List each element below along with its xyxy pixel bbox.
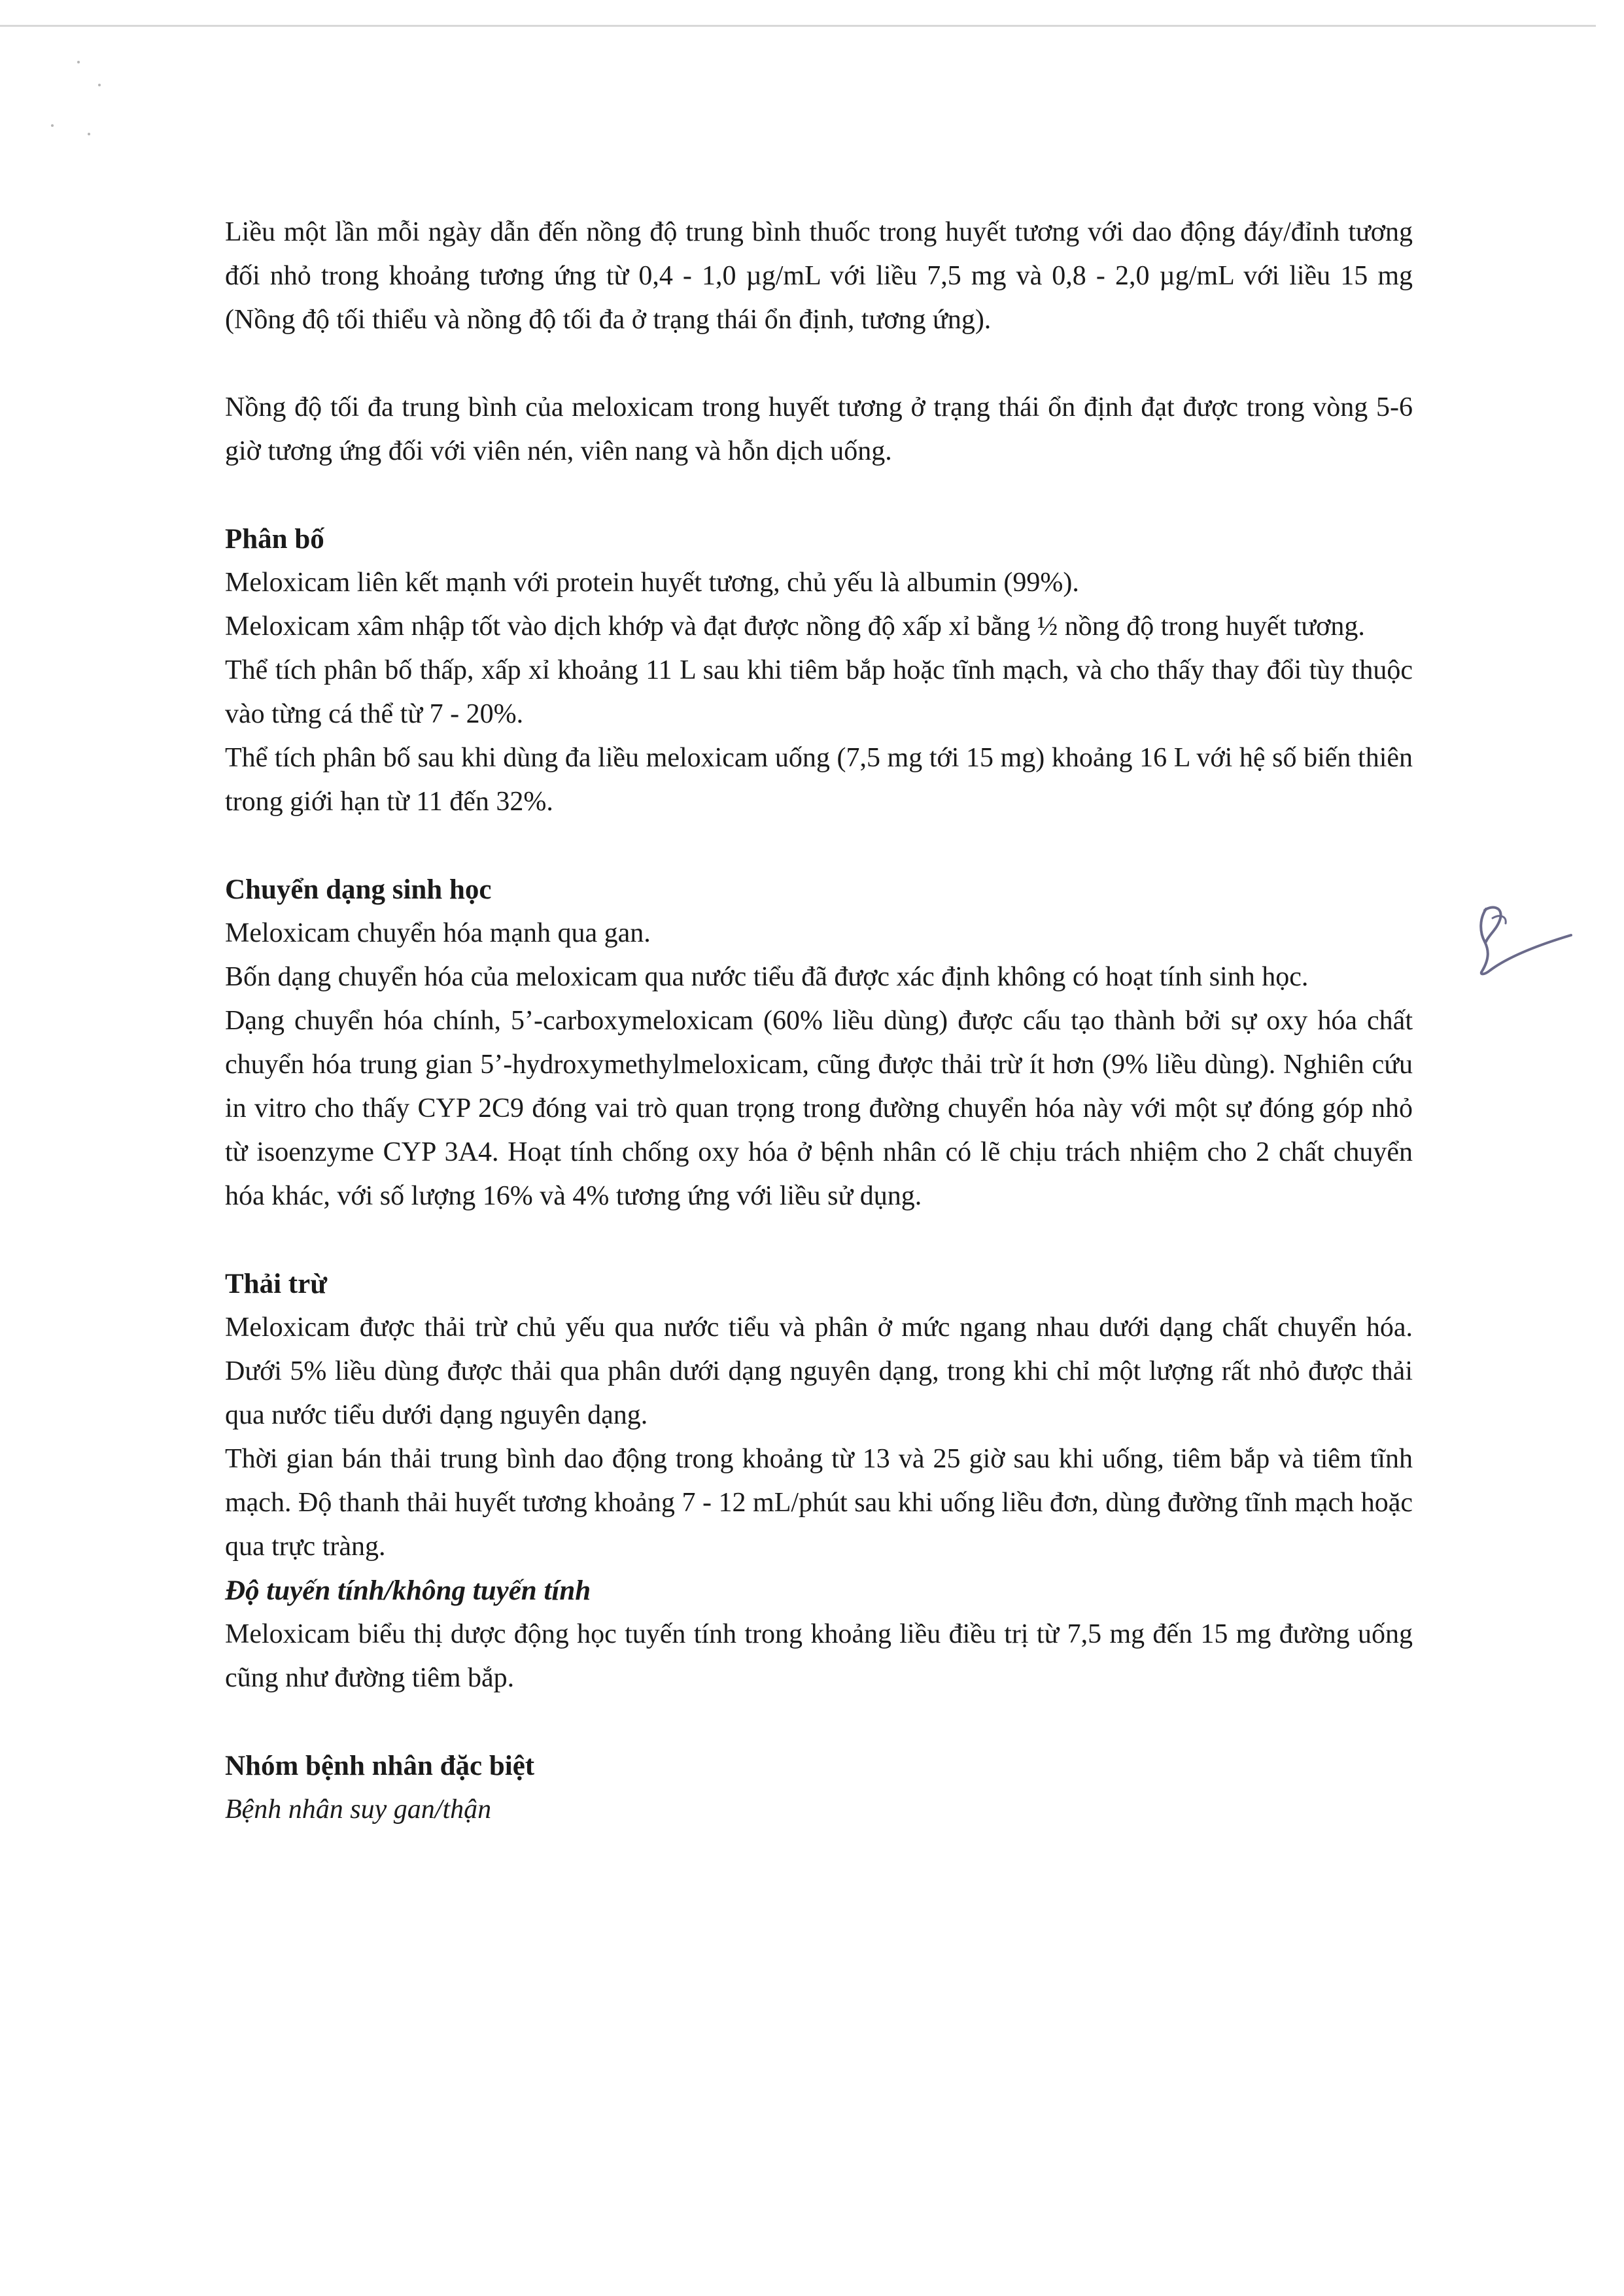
distribution-paragraph: Meloxicam liên kết mạnh với protein huyết tương, chủ yếu là albumin (99%).: [225, 568, 1079, 598]
distribution-heading: Phân bố: [225, 524, 324, 555]
scan-speck: [88, 133, 90, 135]
biotransformation-paragraph: Bốn dạng chuyển hóa của meloxicam qua nước tiểu đã được xác định không có hoạt tính sinh học.: [225, 962, 1309, 992]
hepatic-renal-subheading: Bệnh nhân suy gan/thận: [225, 1794, 492, 1825]
dosing-paragraph: Liều một lần mỗi ngày dẫn đến nồng độ trung bình thuốc trong huyết tương với dao động đáy/đỉnh tương đối nhỏ trong khoảng tương ứng từ 0,4 - 1,0 µg/mL với liều 7,5 mg và 0,8 - 2,0 µg/mL với liều 15 mg (Nồng độ tối thiểu và nồng độ tối đa ở trạng thái ổn định, tương ứng).: [225, 217, 1413, 335]
scan-speck: [51, 124, 54, 127]
linearity-paragraph: Meloxicam biểu thị dược động học tuyến tính trong khoảng liều điều trị từ 7,5 mg đến 15 mg đường uống cũng như đường tiêm bắp.: [225, 1619, 1413, 1693]
distribution-paragraph: Thể tích phân bố sau khi dùng đa liều meloxicam uống (7,5 mg tới 15 mg) khoảng 16 L với hệ số biến thiên trong giới hạn từ 11 đến 32%.: [225, 743, 1413, 817]
linearity-subheading: Độ tuyến tính/không tuyến tính: [225, 1575, 591, 1606]
elimination-paragraph: Meloxicam được thải trừ chủ yếu qua nước tiểu và phân ở mức ngang nhau dưới dạng chất chuyển hóa. Dưới 5% liều dùng được thải qua phân dưới dạng nguyên dạng, trong khi chỉ một lượng rất nhỏ được thải qua nước tiểu dưới dạng nguyên dạng.: [225, 1312, 1413, 1430]
peak-concentration-paragraph: Nồng độ tối đa trung bình của meloxicam trong huyết tương ở trạng thái ổn định đạt được trong vòng 5-6 giờ tương ứng đối với viên nén, viên nang và hỗn dịch uống.: [225, 392, 1413, 466]
distribution-paragraph: Meloxicam xâm nhập tốt vào dịch khớp và đạt được nồng độ xấp xỉ bằng ½ nồng độ trong huyết tương.: [225, 611, 1365, 642]
distribution-paragraph: Thể tích phân bố thấp, xấp xỉ khoảng 11 L sau khi tiêm bắp hoặc tĩnh mạch, và cho thấy thay đổi tùy thuộc vào từng cá thể từ 7 - 20%.: [225, 655, 1413, 729]
scan-speck: [98, 84, 101, 86]
elimination-paragraph: Thời gian bán thải trung bình dao động trong khoảng từ 13 và 25 giờ sau khi uống, tiêm bắp và tiêm tĩnh mạch. Độ thanh thải huyết tương khoảng 7 - 12 mL/phút sau khi uống liều đơn, dùng đường tĩnh mạch hoặc qua trực tràng.: [225, 1444, 1413, 1562]
special-populations-heading: Nhóm bệnh nhân đặc biệt: [225, 1751, 535, 1781]
scan-speck: [77, 61, 80, 63]
handwritten-signature-mark: [1460, 896, 1578, 987]
biotransformation-paragraph: Meloxicam chuyển hóa mạnh qua gan.: [225, 918, 651, 948]
document-body: [225, 211, 1413, 1832]
scan-top-edge: [0, 25, 1596, 27]
biotransformation-heading: Chuyển dạng sinh học: [225, 874, 492, 905]
elimination-heading: Thải trừ: [225, 1269, 328, 1299]
biotransformation-paragraph: Dạng chuyển hóa chính, 5’-carboxymeloxicam (60% liều dùng) được cấu tạo thành bởi sự oxy hóa chất chuyển hóa trung gian 5’-hydroxymethylmeloxicam, cũng được thải trừ ít hơn (9% liều dùng). Nghiên cứu in vitro cho thấy CYP 2C9 đóng vai trò quan trọng trong đường chuyển hóa này với một sự đóng góp nhỏ từ isoenzyme CYP 3A4. Hoạt tính chống oxy hóa ở bệnh nhân có lẽ chịu trách nhiệm cho 2 chất chuyển hóa khác, với số lượng 16% và 4% tương ứng với liều sử dụng.: [225, 1006, 1413, 1211]
